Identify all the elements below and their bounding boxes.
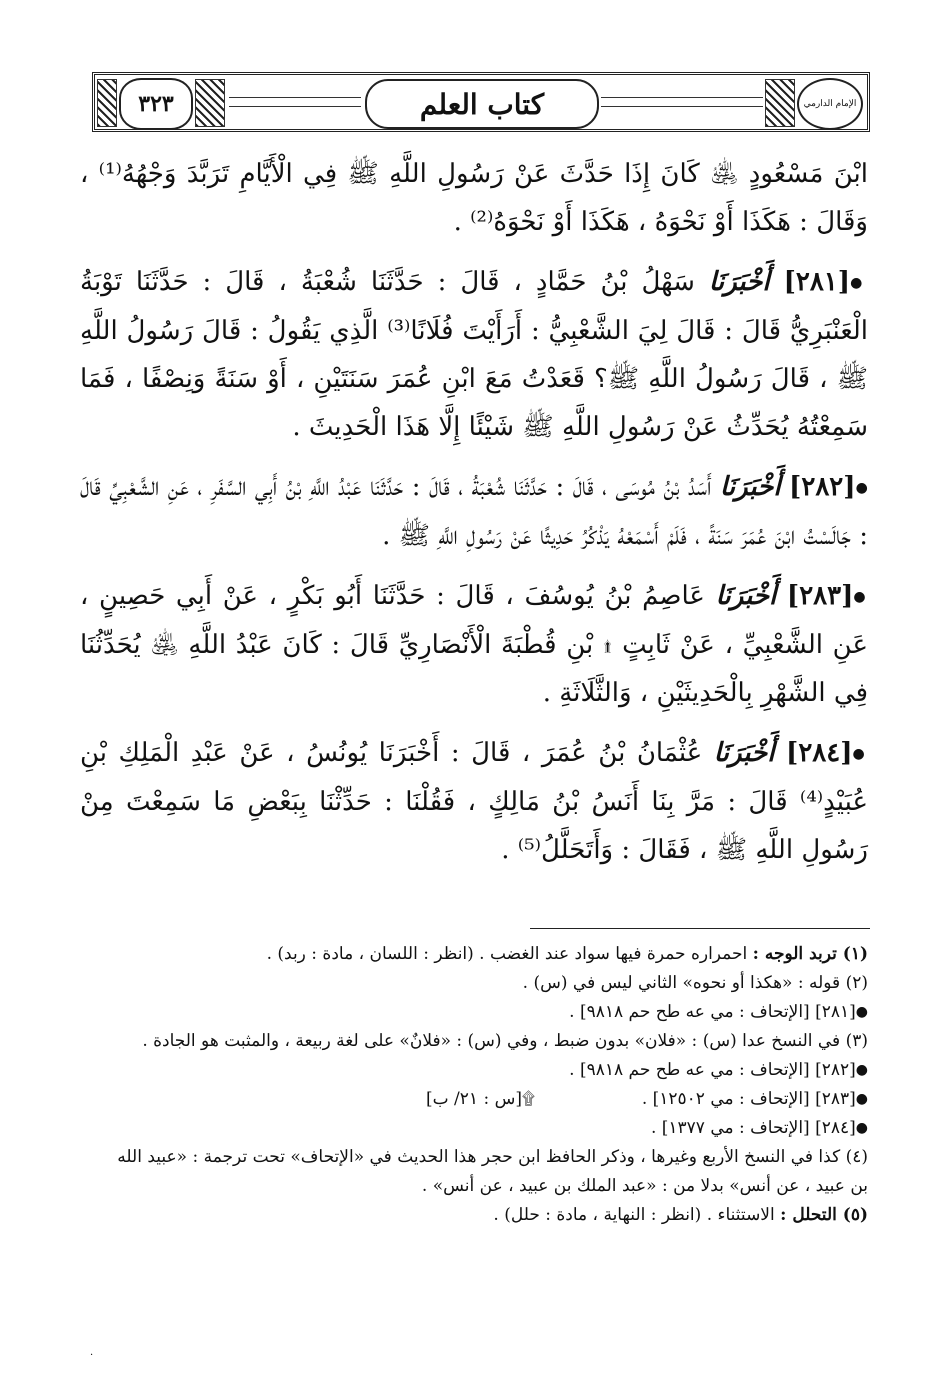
ref-281 [96,998,868,1027]
page-number [119,78,193,130]
footnote-text: الاستثناء . (انظر : النهاية ، مادة : حلل) . [493,1205,775,1225]
footnote-label: (٥) التحلل : [780,1205,868,1225]
bullet-icon: ● [855,1091,868,1107]
footnote-text: (٤) كذا في النسخ الأربع وغيرها ، وذكر الحافظ ابن حجر هذا الحديث في «الإتحاف» تحت ترجمة : «عبيد الله بن عبيد ، عن أنس» بدلا من : «عبد الملك بن عبيد ، عن أنس» . [117,1147,868,1196]
main-text [80,150,868,886]
footnotes [96,940,868,1230]
footnote-text: احمراره حمرة فيها سواد عند الغضب . (انظر : اللسان ، مادة : ربد) . [266,944,748,964]
akhbarana-word: أَخْبَرَنَا [719,472,781,502]
hadith-282 [80,463,868,560]
hadith-283 [80,572,868,717]
akhbarana-word: أَخْبَرَنَا [713,738,775,768]
footnote-label: (١) تربد الوجه : [752,944,868,964]
ref-283-main [642,1085,868,1114]
hadith-number: [٢٨٤] [786,738,853,768]
footnote-text: (٣) في النسخ عدا (س) : «فلان» بدون ضبط ، وفي (س) : «فلانٌ» على لغة ربيعة ، والمثبت هو الجادة . [142,1031,868,1051]
bullet-icon: ● [855,1004,868,1020]
page-mark: · [90,1350,94,1361]
page-title [365,79,599,129]
footnote-3 [96,1027,868,1056]
ornament-icon [765,79,795,127]
ref-283 [96,1085,868,1114]
hadith-281 [80,258,868,451]
hadith-text: عُثْمَانُ بْنُ عُمَرَ ، قَالَ : أَخْبَرَنَا يُونُسُ ، عَنْ عَبْدِ الْمَلِكِ بْنِ عُبَيْدٍ⁽⁴⁾ قَالَ : مَرَّ بِنَا أَنَسُ بْنُ مَالِكٍ ، فَقُلْنَا : حَدِّثْنَا بِبَعْضِ مَا سَمِعْتَ مِنْ رَسُولِ اللَّهِ ﷺ ، فَقَالَ : وَأَتَحَلَّلُ⁽⁵⁾ . [80,738,868,865]
page-number-text: ٣٢٣ [138,91,174,117]
hadith-284 [80,729,868,874]
footnote-5 [96,1201,868,1230]
hadith-text: عَاصِمُ بْنُ يُوسُفَ ، قَالَ : حَدَّثَنَا أَبُو بَكْرٍ ، عَنْ أَبِي حَصِينٍ ، عَنِ الشَّعْبِيِّ ، عَنْ ثَابِتٍ ۩ بْنِ قُطْبَةَ الْأَنْصَارِيِّ قَالَ : كَانَ عَبْدُ اللَّهِ ﵁ يُحَدِّثُنَا فِي الشَّهْرِ بِالْحَدِيثَيْنِ ، وَالثَّلَاثَةِ . [80,581,868,708]
hadith-number: [٢٨١] [783,267,851,297]
ref-282 [96,1056,868,1085]
manuscript-ref: ۩[س : ٢١/ ب] [426,1089,535,1109]
hadith-number: [٢٨٢] [789,472,856,502]
hadith-number: [٢٨٣] [786,581,854,611]
header-band [601,97,763,107]
bullet-icon: ● [855,480,869,496]
footnote-text: [٢٨٣] [الإتحاف : مي ١٢٥٠٢] . [641,1089,856,1109]
footnote-text: (٢) قوله : «هكذا أو نحوه» الثاني ليس في (س) . [522,973,868,993]
ref-284 [96,1114,868,1143]
footnote-text: [٢٨٢] [الإتحاف : مي عه طح حم ٩٨١٨] . [569,1060,856,1080]
publisher-logo [797,78,863,130]
footnote-2 [96,969,868,998]
bullet-icon: ● [853,589,869,605]
bullet-icon: ● [852,746,869,762]
bullet-icon: ● [855,1120,868,1136]
page-header [92,72,870,132]
footnote-separator [530,928,870,929]
ornament-icon [97,79,117,127]
ornament-icon [195,79,225,127]
header-band [229,97,361,107]
akhbarana-word: أَخْبَرَنَا [708,267,770,297]
bullet-icon: ● [855,1062,868,1078]
hadith-text: سَهْلُ بْنُ حَمَّادٍ ، قَالَ : حَدَّثَنَا شُعْبَةُ ، قَالَ : حَدَّثَنَا تَوْبَةُ الْعَنْبَرِيُّ قَالَ : قَالَ لِيَ الشَّعْبِيُّ : أَرَأَيْتَ فُلَانًا⁽³⁾ الَّذِي يَقُولُ : قَالَ رَسُولُ اللَّهِ ﷺ ، قَالَ رَسُولُ اللَّهِ ﷺ؟ قَعَدْتُ مَعَ ابْنِ عُمَرَ سَنَتَيْنِ ، أَوْ سَنَةً وَنِصْفًا ، فَمَا سَمِعْتُهُ يُحَدِّثُ عَنْ رَسُولِ اللَّهِ ﷺ شَيْئًا إِلَّا هَذَا الْحَدِيثَ . [80,267,869,442]
footnote-4 [96,1143,868,1201]
hadith-text: أَسَدُ بْنُ مُوسَى ، قَالَ : حَدَّثَنَا شُعْبَةُ ، قَالَ : حَدَّثَنَا عَبْدُ اللَّهِ بْنُ أَبِي السَّفَرِ ، عَنِ الشَّعْبِيِّ قَالَ : جَالَسْتُ ابْنَ عُمَرَ سَنَةً ، فَلَمْ أَسْمَعْهُ يَذْكُرُ حَدِيثًا عَنْ رَسُولِ اللَّهِ ﷺ . [80,472,868,551]
logo-text: الإمام الدارمي [803,98,857,109]
akhbarana-word: أَخْبَرَنَا [715,581,777,611]
bullet-icon: ● [850,275,869,291]
footnote-text: [٢٨١] [الإتحاف : مي عه طح حم ٩٨١٨] . [569,1002,856,1022]
footnote-1 [96,940,868,969]
chapter-title-text: كتاب العلم [419,87,545,121]
intro-paragraph: ابْنَ مَسْعُودٍ ﵁ كَانَ إِذَا حَدَّثَ عَنْ رَسُولِ اللَّهِ ﷺ فِي الْأَيَّامِ تَرَبَّدَ وَجْهُهُ⁽¹⁾ ، وَقَالَ : هَكَذَا أَوْ نَحْوَهُ ، هَكَذَا أَوْ نَحْوَهُ⁽²⁾ . [80,159,868,237]
footnote-text: [٢٨٤] [الإتحاف : مي ١٣٧٧] . [650,1118,856,1138]
